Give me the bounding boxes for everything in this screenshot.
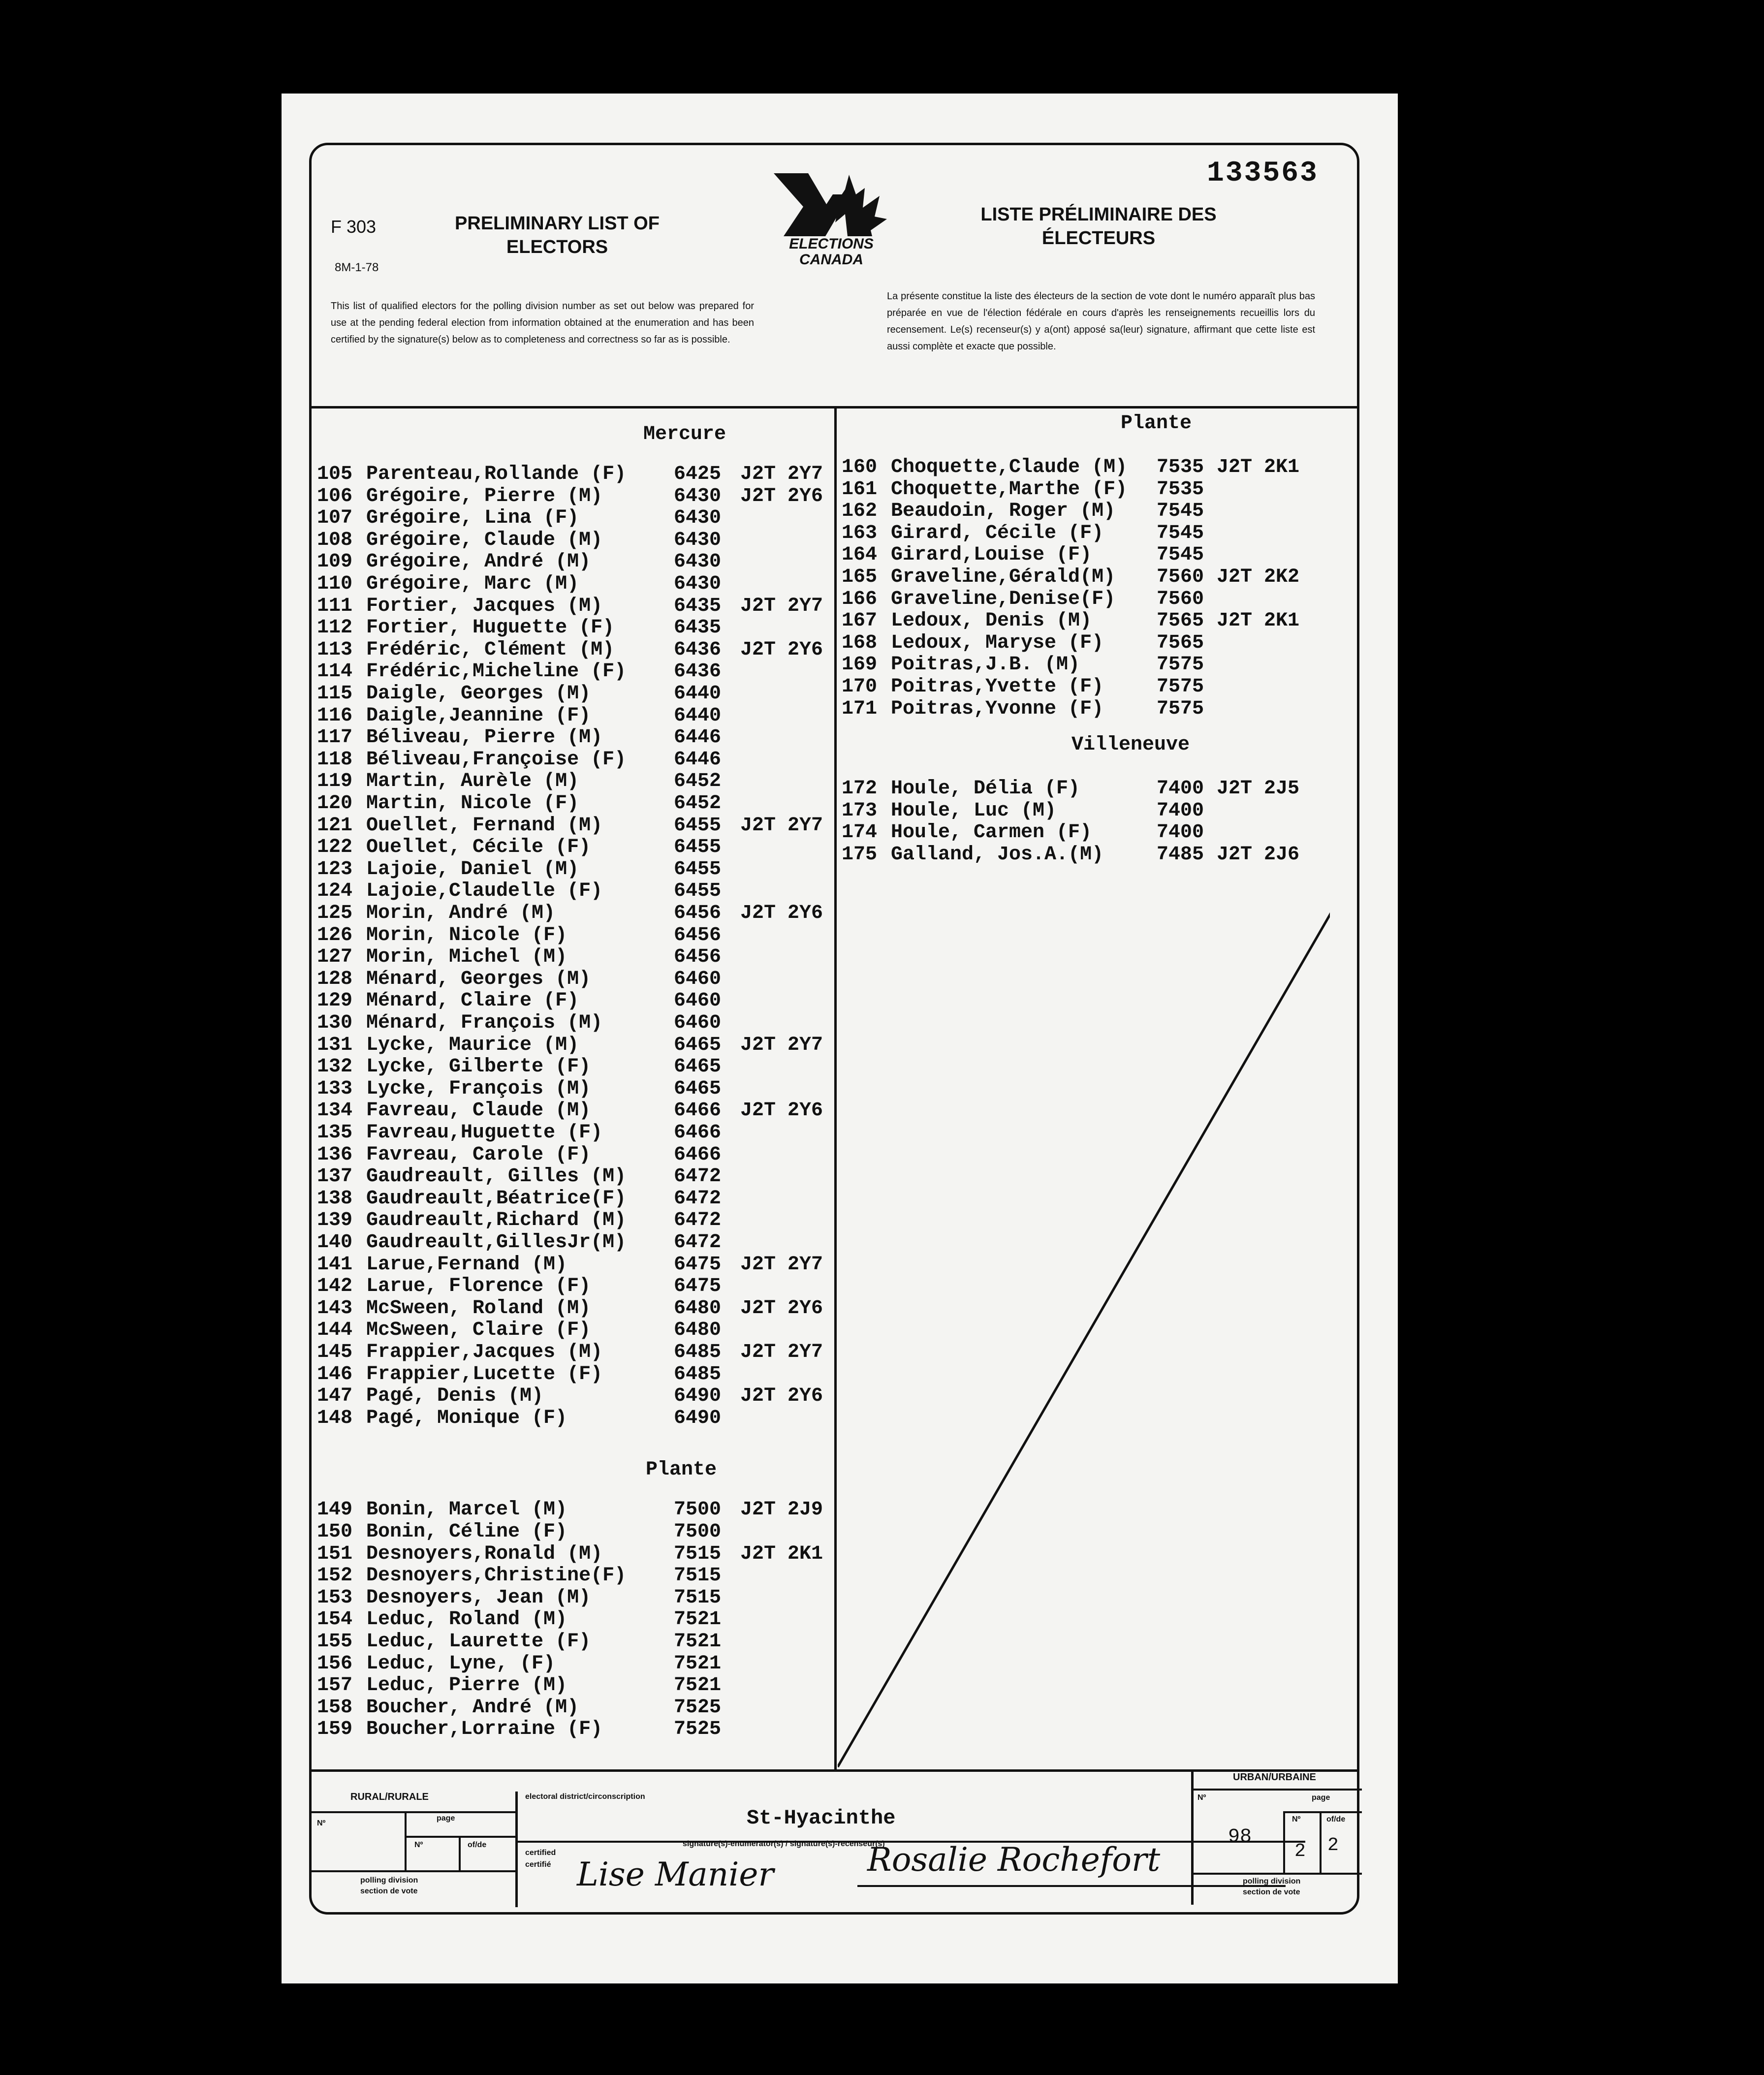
elector-postal-code: J2T 2K1 xyxy=(740,1543,823,1565)
elector-number: 134 xyxy=(317,1100,353,1122)
title-en-line2: ELECTORS xyxy=(506,237,608,257)
elector-number: 175 xyxy=(842,844,878,866)
elector-number: 106 xyxy=(317,485,353,507)
document-sheet xyxy=(282,94,1398,1983)
elector-number: 159 xyxy=(317,1718,353,1740)
elector-name: Martin, Aurèle (M) xyxy=(366,770,579,792)
elector-address: 6456 xyxy=(674,902,722,924)
elector-number: 145 xyxy=(317,1341,353,1363)
urban-section-label: section de vote xyxy=(1243,1888,1300,1896)
urban-rule-5 xyxy=(1194,1873,1362,1875)
elector-number: 131 xyxy=(317,1034,353,1056)
elector-address: 7515 xyxy=(674,1565,722,1587)
elector-address: 7575 xyxy=(1157,654,1204,676)
elector-name: Lajoie, Daniel (M) xyxy=(366,858,579,880)
urban-of-label: of/de xyxy=(1326,1815,1346,1823)
urban-polling-label: polling division xyxy=(1243,1877,1301,1886)
form-date: 8M-1-78 xyxy=(335,261,379,274)
elector-number: 143 xyxy=(317,1297,353,1320)
elector-name: Favreau, Claude (M) xyxy=(366,1100,591,1122)
elector-postal-code: J2T 2J6 xyxy=(1217,844,1300,866)
elector-number: 122 xyxy=(317,836,353,858)
elector-number: 109 xyxy=(317,551,353,573)
elector-name: Girard, Cécile (F) xyxy=(891,522,1104,544)
elector-postal-code: J2T 2Y7 xyxy=(740,815,823,837)
elector-number: 147 xyxy=(317,1385,353,1407)
elector-number: 142 xyxy=(317,1275,353,1297)
rural-rule-3 xyxy=(405,1811,407,1870)
elector-name: Gaudreault, Gilles (M) xyxy=(366,1165,627,1188)
signatures-label: signature(s)-enumerator(s) / signature(s)-recenseur(s) xyxy=(683,1840,885,1848)
electoral-district-value: St-Hyacinthe xyxy=(747,1806,896,1830)
elector-name: Ménard, Georges (M) xyxy=(366,968,591,990)
urban-page-no-label: Nº xyxy=(1292,1815,1301,1823)
elector-name: Girard,Louise (F) xyxy=(891,544,1092,566)
elector-address: 6455 xyxy=(674,815,722,837)
elector-number: 114 xyxy=(317,660,353,683)
rural-no-label: Nº xyxy=(317,1819,326,1827)
elector-name: Lycke, Maurice (M) xyxy=(366,1034,579,1056)
elector-name: Poitras,J.B. (M) xyxy=(891,654,1080,676)
elector-number: 171 xyxy=(842,698,878,720)
elector-number: 127 xyxy=(317,946,353,968)
street-heading: Mercure xyxy=(643,423,726,445)
elector-number: 149 xyxy=(317,1499,353,1521)
elector-name: Ouellet, Cécile (F) xyxy=(366,836,591,858)
elector-name: Ledoux, Denis (M) xyxy=(891,610,1092,632)
elector-postal-code: J2T 2Y7 xyxy=(740,1034,823,1056)
elector-address: 7535 xyxy=(1157,478,1204,501)
elector-name: Desnoyers,Ronald (M) xyxy=(366,1543,603,1565)
elector-name: Poitras,Yvette (F) xyxy=(891,676,1104,698)
elector-address: 6466 xyxy=(674,1122,722,1144)
elector-postal-code: J2T 2Y7 xyxy=(740,595,823,617)
elector-address: 6455 xyxy=(674,836,722,858)
elector-number: 152 xyxy=(317,1565,353,1587)
elector-address: 7575 xyxy=(1157,698,1204,720)
title-en-line1: PRELIMINARY LIST OF xyxy=(455,213,660,234)
urban-page-label: page xyxy=(1312,1793,1330,1802)
elector-address: 7515 xyxy=(674,1587,722,1609)
elector-number: 138 xyxy=(317,1188,353,1210)
elector-address: 6455 xyxy=(674,858,722,880)
elector-name: Graveline,Denise(F) xyxy=(891,588,1116,610)
elector-number: 125 xyxy=(317,902,353,924)
elector-number: 130 xyxy=(317,1012,353,1034)
elector-address: 7500 xyxy=(674,1499,722,1521)
cancellation-line xyxy=(838,911,1330,1772)
elector-address: 7535 xyxy=(1157,456,1204,478)
elector-address: 6430 xyxy=(674,529,722,551)
elector-name: Daigle, Georges (M) xyxy=(366,683,591,705)
elector-number: 172 xyxy=(842,778,878,800)
elector-address: 7525 xyxy=(674,1718,722,1740)
rural-rule-5 xyxy=(311,1870,518,1872)
elector-address: 7521 xyxy=(674,1653,722,1675)
elector-number: 110 xyxy=(317,573,353,595)
elector-number: 168 xyxy=(842,632,878,654)
elector-number: 115 xyxy=(317,683,353,705)
elector-name: Larue, Florence (F) xyxy=(366,1275,591,1297)
street-heading: Plante xyxy=(646,1459,717,1481)
elector-name: Favreau, Carole (F) xyxy=(366,1144,591,1166)
elector-name: Gaudreault,GillesJr(M) xyxy=(366,1231,627,1254)
elector-number: 108 xyxy=(317,529,353,551)
elector-number: 116 xyxy=(317,705,353,727)
rural-label: RURAL/RURALE xyxy=(350,1792,429,1802)
elector-number: 166 xyxy=(842,588,878,610)
elector-address: 6475 xyxy=(674,1275,722,1297)
elector-name: Fortier, Huguette (F) xyxy=(366,617,615,639)
elector-address: 7545 xyxy=(1157,500,1204,522)
elector-number: 124 xyxy=(317,880,353,902)
elector-name: Poitras,Yvonne (F) xyxy=(891,698,1104,720)
elector-address: 6480 xyxy=(674,1319,722,1341)
elector-postal-code: J2T 2K1 xyxy=(1217,456,1300,478)
elector-address: 6472 xyxy=(674,1165,722,1188)
urban-rule-4 xyxy=(1320,1811,1322,1873)
elector-address: 6446 xyxy=(674,726,722,749)
elector-address: 7545 xyxy=(1157,522,1204,544)
elector-address: 7400 xyxy=(1157,800,1204,822)
elector-name: Bonin, Marcel (M) xyxy=(366,1499,567,1521)
elector-name: Leduc, Roland (M) xyxy=(366,1608,567,1631)
elector-address: 6465 xyxy=(674,1056,722,1078)
title-english xyxy=(444,212,670,259)
elector-number: 117 xyxy=(317,726,353,749)
elector-name: Gaudreault,Richard (M) xyxy=(366,1209,627,1231)
elector-address: 7400 xyxy=(1157,778,1204,800)
elector-address: 6472 xyxy=(674,1231,722,1254)
elector-name: Boucher, André (M) xyxy=(366,1697,579,1719)
elector-number: 111 xyxy=(317,595,353,617)
serial-number: 133563 xyxy=(1207,157,1319,189)
elector-name: Grégoire, Claude (M) xyxy=(366,529,603,551)
elector-address: 6485 xyxy=(674,1363,722,1385)
elector-number: 112 xyxy=(317,617,353,639)
elector-postal-code: J2T 2Y6 xyxy=(740,639,823,661)
street-heading: Villeneuve xyxy=(1071,734,1190,756)
rural-rule-4 xyxy=(459,1836,461,1870)
elector-number: 141 xyxy=(317,1254,353,1276)
certifie-label: certifié xyxy=(525,1860,551,1869)
elector-name: Frappier,Jacques (M) xyxy=(366,1341,603,1363)
elector-address: 7521 xyxy=(674,1608,722,1631)
elector-number: 150 xyxy=(317,1521,353,1543)
elector-address: 6440 xyxy=(674,705,722,727)
elector-number: 158 xyxy=(317,1697,353,1719)
urban-rule-2 xyxy=(1283,1811,1285,1873)
elector-number: 164 xyxy=(842,544,878,566)
rural-box xyxy=(311,1792,518,1907)
elector-address: 6460 xyxy=(674,1012,722,1034)
elector-address: 7545 xyxy=(1157,544,1204,566)
elector-name: McSween, Roland (M) xyxy=(366,1297,591,1320)
elector-name: Houle, Carmen (F) xyxy=(891,821,1092,844)
elector-address: 7500 xyxy=(674,1521,722,1543)
elector-address: 7525 xyxy=(674,1697,722,1719)
elector-postal-code: J2T 2Y7 xyxy=(740,1254,823,1276)
elector-name: Leduc, Lyne, (F) xyxy=(366,1653,556,1675)
elector-number: 167 xyxy=(842,610,878,632)
elector-address: 6466 xyxy=(674,1144,722,1166)
urban-rule-3 xyxy=(1283,1811,1362,1813)
elector-name: Frédéric,Micheline (F) xyxy=(366,660,627,683)
elector-name: Lycke, François (M) xyxy=(366,1078,591,1100)
elector-address: 6436 xyxy=(674,639,722,661)
elector-number: 119 xyxy=(317,770,353,792)
elector-address: 7521 xyxy=(674,1674,722,1697)
elector-name: Morin, Michel (M) xyxy=(366,946,567,968)
elector-name: Grégoire, André (M) xyxy=(366,551,591,573)
elector-address: 6436 xyxy=(674,660,722,683)
elector-address: 7521 xyxy=(674,1631,722,1653)
elector-name: Béliveau,Françoise (F) xyxy=(366,749,627,771)
elector-name: Pagé, Monique (F) xyxy=(366,1407,567,1429)
elector-number: 173 xyxy=(842,800,878,822)
title-french xyxy=(961,203,1236,250)
elector-address: 6472 xyxy=(674,1188,722,1210)
elector-address: 6430 xyxy=(674,507,722,529)
elector-name: Béliveau, Pierre (M) xyxy=(366,726,603,749)
elector-number: 137 xyxy=(317,1165,353,1188)
elector-address: 6472 xyxy=(674,1209,722,1231)
elector-address: 6490 xyxy=(674,1407,722,1429)
elector-number: 133 xyxy=(317,1078,353,1100)
elector-number: 148 xyxy=(317,1407,353,1429)
elector-name: Lycke, Gilberte (F) xyxy=(366,1056,591,1078)
elector-number: 123 xyxy=(317,858,353,880)
elector-name: Desnoyers, Jean (M) xyxy=(366,1587,591,1609)
elector-postal-code: J2T 2Y7 xyxy=(740,463,823,485)
elector-name: Gaudreault,Béatrice(F) xyxy=(366,1188,627,1210)
elector-name: Ménard, François (M) xyxy=(366,1012,603,1034)
elector-number: 165 xyxy=(842,566,878,588)
elector-name: Bonin, Céline (F) xyxy=(366,1521,567,1543)
intro-text-french: La présente constitue la liste des électeurs de la section de vote dont le numéro apparaît plus bas préparée en vue de l'élection fédérale en cours d'après les renseignements recueillis lors du recensement. Le(s) recenseur(s) y a(ont) apposé sa(leur) signature, affirmant que cette liste est aussi complète et exacte que possible. xyxy=(887,291,1315,352)
elector-address: 7485 xyxy=(1157,844,1204,866)
elector-name: Larue,Fernand (M) xyxy=(366,1254,567,1276)
elector-number: 161 xyxy=(842,478,878,501)
signature-1: Lise Manier xyxy=(577,1855,774,1893)
elector-name: Beaudoin, Roger (M) xyxy=(891,500,1116,522)
elector-number: 146 xyxy=(317,1363,353,1385)
elector-name: Favreau,Huguette (F) xyxy=(366,1122,603,1144)
elector-name: Lajoie,Claudelle (F) xyxy=(366,880,603,902)
urban-rule-1 xyxy=(1194,1789,1362,1791)
urban-box xyxy=(1191,1772,1359,1905)
logo-line2: CANADA xyxy=(799,252,863,268)
elector-number: 135 xyxy=(317,1122,353,1144)
elector-address: 6460 xyxy=(674,990,722,1012)
rural-of-label: of/de xyxy=(468,1841,487,1849)
elector-address: 6465 xyxy=(674,1078,722,1100)
elector-address: 6430 xyxy=(674,485,722,507)
elector-address: 6446 xyxy=(674,749,722,771)
elector-name: Morin, André (M) xyxy=(366,902,556,924)
elector-postal-code: J2T 2J5 xyxy=(1217,778,1300,800)
elector-postal-code: J2T 2K1 xyxy=(1217,610,1300,632)
elector-address: 6440 xyxy=(674,683,722,705)
elector-number: 155 xyxy=(317,1631,353,1653)
elector-address: 6466 xyxy=(674,1100,722,1122)
urban-no-label: Nº xyxy=(1197,1793,1206,1802)
elector-number: 162 xyxy=(842,500,878,522)
elector-number: 154 xyxy=(317,1608,353,1631)
elector-number: 132 xyxy=(317,1056,353,1078)
elector-name: Parenteau,Rollande (F) xyxy=(366,463,627,485)
elector-number: 160 xyxy=(842,456,878,478)
elector-address: 7565 xyxy=(1157,610,1204,632)
elector-name: Leduc, Laurette (F) xyxy=(366,1631,591,1653)
intro-text-english: This list of qualified electors for the polling division number as set out below was prepared for use at the pending federal election from information obtained at the enumeration and has been certified by the signature(s) below as to completeness and correctness so far as is possible. xyxy=(331,301,754,345)
elector-name: McSween, Claire (F) xyxy=(366,1319,591,1341)
elector-name: Galland, Jos.A.(M) xyxy=(891,844,1104,866)
elector-name: Grégoire, Lina (F) xyxy=(366,507,579,529)
elector-name: Desnoyers,Christine(F) xyxy=(366,1565,627,1587)
elector-address: 6452 xyxy=(674,792,722,815)
elector-number: 163 xyxy=(842,522,878,544)
rural-section-label: section de vote xyxy=(360,1887,418,1895)
elector-name: Grégoire, Marc (M) xyxy=(366,573,579,595)
elector-address: 6430 xyxy=(674,551,722,573)
elector-address: 7565 xyxy=(1157,632,1204,654)
elector-address: 7560 xyxy=(1157,566,1204,588)
elector-name: Pagé, Denis (M) xyxy=(366,1385,544,1407)
elector-number: 126 xyxy=(317,924,353,946)
signature-2: Rosalie Rochefort xyxy=(867,1841,1161,1879)
elector-postal-code: J2T 2K2 xyxy=(1217,566,1300,588)
elector-postal-code: J2T 2Y6 xyxy=(740,485,823,507)
certified-label: certified xyxy=(525,1849,556,1857)
elector-address: 6456 xyxy=(674,946,722,968)
rural-page-no-label: Nº xyxy=(414,1841,423,1849)
elector-name: Houle, Délia (F) xyxy=(891,778,1080,800)
elector-address: 6490 xyxy=(674,1385,722,1407)
elector-number: 113 xyxy=(317,639,353,661)
elector-postal-code: J2T 2J9 xyxy=(740,1499,823,1521)
elector-address: 6460 xyxy=(674,968,722,990)
elector-postal-code: J2T 2Y6 xyxy=(740,1385,823,1407)
logo-line1: ELECTIONS xyxy=(789,236,874,252)
elector-address: 6455 xyxy=(674,880,722,902)
urban-page-of: 2 xyxy=(1327,1835,1339,1856)
elector-number: 128 xyxy=(317,968,353,990)
form-code: F 303 xyxy=(331,217,377,237)
elections-canada-logo xyxy=(766,167,894,276)
elector-address: 6425 xyxy=(674,463,722,485)
elector-address: 6435 xyxy=(674,595,722,617)
elector-name: Daigle,Jeannine (F) xyxy=(366,705,591,727)
elector-number: 121 xyxy=(317,815,353,837)
elector-number: 105 xyxy=(317,463,353,485)
urban-polling-number: 98 xyxy=(1228,1826,1252,1848)
elector-address: 7560 xyxy=(1157,588,1204,610)
elector-number: 140 xyxy=(317,1231,353,1254)
elector-number: 107 xyxy=(317,507,353,529)
elector-name: Grégoire, Pierre (M) xyxy=(366,485,603,507)
elector-number: 151 xyxy=(317,1543,353,1565)
elector-name: Fortier, Jacques (M) xyxy=(366,595,603,617)
elector-address: 6456 xyxy=(674,924,722,946)
elector-name: Frappier,Lucette (F) xyxy=(366,1363,603,1385)
elector-name: Ménard, Claire (F) xyxy=(366,990,579,1012)
elector-number: 157 xyxy=(317,1674,353,1697)
elector-name: Frédéric, Clément (M) xyxy=(366,639,615,661)
elector-number: 169 xyxy=(842,654,878,676)
elector-number: 136 xyxy=(317,1144,353,1166)
urban-page-number: 2 xyxy=(1294,1841,1306,1862)
title-fr-line2: ÉLECTEURS xyxy=(1041,228,1156,249)
column-divider xyxy=(834,409,837,1769)
elector-postal-code: J2T 2Y6 xyxy=(740,902,823,924)
elector-postal-code: J2T 2Y6 xyxy=(740,1297,823,1320)
elector-number: 120 xyxy=(317,792,353,815)
elector-address: 7515 xyxy=(674,1543,722,1565)
elector-address: 7400 xyxy=(1157,821,1204,844)
title-fr-line1: LISTE PRÉLIMINAIRE DES xyxy=(980,204,1217,225)
elector-address: 7575 xyxy=(1157,676,1204,698)
elector-number: 153 xyxy=(317,1587,353,1609)
elector-name: Choquette,Claude (M) xyxy=(891,456,1128,478)
rural-polling-label: polling division xyxy=(360,1876,418,1885)
elector-name: Martin, Nicole (F) xyxy=(366,792,579,815)
elector-name: Ouellet, Fernand (M) xyxy=(366,815,603,837)
elector-address: 6465 xyxy=(674,1034,722,1056)
elector-name: Houle, Luc (M) xyxy=(891,800,1057,822)
elector-postal-code: J2T 2Y6 xyxy=(740,1100,823,1122)
elector-number: 170 xyxy=(842,676,878,698)
elector-address: 6452 xyxy=(674,770,722,792)
rural-rule-2 xyxy=(405,1836,518,1838)
elector-address: 6485 xyxy=(674,1341,722,1363)
rural-rule-1 xyxy=(311,1811,518,1813)
elector-name: Choquette,Marthe (F) xyxy=(891,478,1128,501)
elector-address: 6435 xyxy=(674,617,722,639)
urban-label: URBAN/URBAINE xyxy=(1233,1772,1316,1783)
elector-name: Boucher,Lorraine (F) xyxy=(366,1718,603,1740)
street-heading: Plante xyxy=(1121,412,1192,435)
logo-text xyxy=(767,236,895,268)
elector-address: 6475 xyxy=(674,1254,722,1276)
elector-number: 144 xyxy=(317,1319,353,1341)
rural-page-label: page xyxy=(437,1814,455,1823)
elector-postal-code: J2T 2Y7 xyxy=(740,1341,823,1363)
elector-number: 129 xyxy=(317,990,353,1012)
elector-name: Ledoux, Maryse (F) xyxy=(891,632,1104,654)
elector-name: Morin, Nicole (F) xyxy=(366,924,567,946)
elector-name: Graveline,Gérald(M) xyxy=(891,566,1116,588)
elector-address: 6480 xyxy=(674,1297,722,1320)
elector-address: 6430 xyxy=(674,573,722,595)
electoral-district-label: electoral district/circonscription xyxy=(525,1792,645,1801)
elector-number: 139 xyxy=(317,1209,353,1231)
elector-number: 174 xyxy=(842,821,878,844)
elector-number: 156 xyxy=(317,1653,353,1675)
elector-number: 118 xyxy=(317,749,353,771)
elector-name: Leduc, Pierre (M) xyxy=(366,1674,567,1697)
